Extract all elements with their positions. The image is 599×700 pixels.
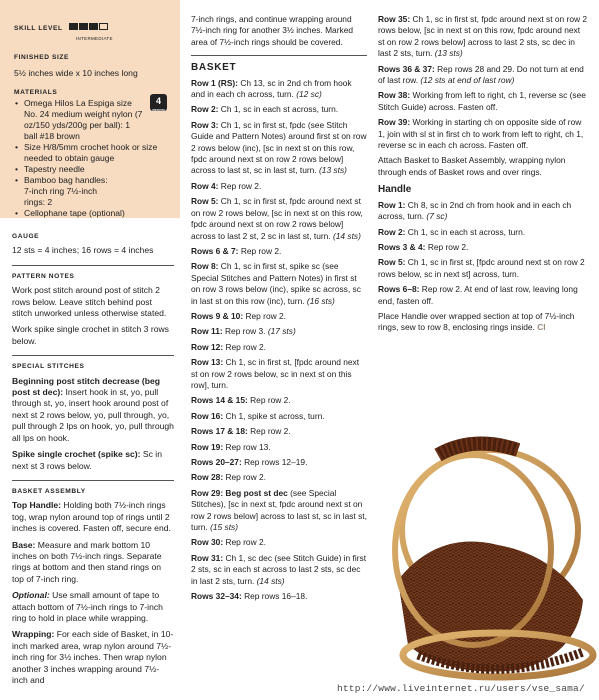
row-text: Ch 1, sc in first st, spike sc (see Special Stitches and Pattern Notes) in first st on row 3 rows below (inc), spike sc across, sc in last st on this row (inc), turn. (191, 261, 361, 306)
row-text: Ch 8, sc in 2nd ch from hook and in each ch across, turn. (378, 199, 572, 222)
row-stitch-count: (14 sts) (256, 575, 285, 586)
row-text: Ch 1, sc dec (see Stitch Guide) in first 2 sts, sc in each st across to last 2 sts, sc dec in last 2 sts, turn. (191, 552, 367, 586)
base-step (12, 540, 174, 586)
row-text: Ch 1, sc in each st across, turn. (407, 226, 526, 237)
pattern-row (191, 426, 367, 437)
row-label: Rows 9 & 10: (191, 310, 244, 321)
row-label: Row 39: (378, 117, 411, 128)
row-text: Ch 13, sc in 2nd ch from hook and in each ch across, turn. (191, 77, 352, 100)
row-text: Ch 1, sc in first st, [fpdc around next st on row 2 rows below, sc in next st on this row], turn. (191, 357, 360, 390)
row-text: Rep row 2. (225, 341, 266, 352)
top-handle-text: Holding both 7½-inch rings tog, wrap nylon around top of rings until 2 inches is covered. Fasten off, secure end. (12, 500, 171, 534)
middle-column (191, 14, 367, 606)
row-label: Row 5: (191, 196, 219, 207)
pattern-row (191, 181, 367, 192)
assembly-heading: BASKET ASSEMBLY (12, 480, 174, 497)
row-stitch-count: (14 sts) (332, 230, 361, 241)
row-text: Ch 1, sc in first st, fpdc around next st on row 2 rows below, [sc in next st on this row, fpdc around next st on row 2 rows below] across to last 2 st, 2 sc in last st, turn. (191, 196, 363, 241)
row-text: Ch 1, sc in first st, fpdc around next st on row 2 rows below, [sc in next st on this row, fpdc around next st on row 2 rows below] across to last 2 sts, sc dec in last 2 sts, turn. (378, 14, 588, 59)
spike-title: Spike single crochet (spike sc): (12, 449, 141, 460)
row-stitch-count: (12 sc) (296, 89, 322, 100)
row-label: Row 1: (378, 199, 406, 210)
pattern-row (191, 261, 367, 307)
gauge-heading: GAUGE (12, 233, 40, 240)
top-handle-title: Top Handle: (12, 500, 62, 511)
bpsd-text: Insert hook in st, yo, pull through st, yo, insert hook around post of next st 2 rows below, yo, pull through, yo, pull through 2 lps on hook, yo, pull through all lps on hook. (12, 387, 174, 443)
watermark-url: http://www.liveinternet.ru/users/vse_sama/ (337, 683, 585, 694)
row-text: Ch 1, sc in first st, [fpdc around next st on row 2 rows below, sc in next st] across, turn. (378, 257, 585, 279)
basket-photo (378, 430, 598, 685)
row-label: Row 2: (378, 226, 406, 237)
row-text: Ch 1, sc in each st across, turn. (220, 104, 339, 115)
pattern-row (378, 200, 588, 223)
material-item: • Tapestry needle (24, 164, 170, 175)
right-column (378, 14, 588, 338)
handle-heading: Handle (378, 184, 412, 196)
row-label: Row 30: (191, 537, 224, 548)
row-label: Row 1 (RS): (191, 77, 238, 88)
row-label: Row 8: (191, 261, 219, 272)
skill-meter-icon (69, 22, 109, 33)
row-text: Rep row 2. (240, 245, 282, 256)
row-stitch-count: (17 sts) (267, 326, 296, 337)
wrapping-continued: 7-inch rings, and continue wrapping around 7½-inch ring for another 3½ inches. Marked area of 7½-inch rings should be covered. (191, 14, 354, 47)
pattern-row (191, 553, 367, 587)
pattern-notes-heading: PATTERN NOTES (12, 265, 174, 282)
row-text: Rep row 2. (225, 472, 266, 483)
row-stitch-count: (7 sc) (426, 211, 448, 222)
pattern-row (191, 472, 367, 483)
skill-level-row (14, 22, 170, 44)
pattern-row (191, 488, 367, 534)
row-text: Rep rows 28 and 29. Do not turn at end of last row. (378, 63, 584, 86)
row-text: Rep row 2. At end of last row, leaving long end, fasten off. (378, 284, 578, 306)
base-text: Measure and mark bottom 10 inches on both 7½-inch rings. Separate rings at bottom and then stand rings on top of 7-inch ring. (12, 539, 162, 584)
material-item: • Omega Hilos La Espiga size No. 24 medium weight nylon (7 oz/150 yds/200g per ball): 1 ball #18 brown (24, 98, 170, 142)
optional-text: Use small amount of tape to attach bottom of 7½-inch rings to 7-inch ring to hold in place while wrapping. (12, 590, 163, 623)
pattern-row (191, 342, 367, 353)
top-handle-step (12, 500, 174, 534)
row-label: Rows 20–27: (191, 457, 242, 467)
left-column (0, 0, 180, 691)
row-text: Rep row 2. (250, 395, 291, 406)
row-label: Row 35: (378, 14, 411, 24)
row-stitch-count: (13 sts) (319, 165, 347, 176)
row-text: Rep row 3. (224, 326, 266, 337)
badge-label: MEDIUM (152, 108, 165, 112)
pattern-row (191, 196, 367, 242)
row-label: Row 3: (191, 119, 219, 130)
materials-panel (0, 0, 180, 218)
row-label: Rows 6 & 7: (191, 245, 239, 256)
row-label: Rows 17 & 18: (191, 426, 248, 437)
skill-level-value: INTERMEDIATE (76, 36, 113, 41)
pattern-note: Work post stitch around post of stitch 2 rows below. Leave stitch behind post stitch unworked unless otherwise stated. (12, 285, 167, 319)
row-stitch-count: (13 sts) (434, 48, 463, 59)
row-stitch-count: (16 sts) (306, 295, 335, 306)
attach-text: Attach Basket to Basket Assembly, wrapping nylon through ends of Basket rows and over rings. (378, 155, 566, 177)
row-label: Rows 14 & 15: (191, 395, 248, 406)
pattern-row (378, 257, 588, 280)
row-label: Rows 32–34: (191, 591, 242, 602)
pattern-row (378, 117, 588, 151)
row-text: Rep row 2. (220, 180, 262, 191)
row-text: Rep rows 12–19. (244, 457, 308, 467)
pattern-row (191, 326, 367, 337)
row-label: Row 5: (378, 257, 406, 268)
pattern-row (378, 90, 588, 113)
row-label: Rows 3 & 4: (378, 241, 426, 252)
skill-level-label: SKILL LEVEL (14, 25, 63, 32)
finished-size-label: FINISHED SIZE (14, 54, 70, 61)
badge-number: 4 (155, 96, 161, 106)
place-text: Place Handle over wrapped section at top of 7½-inch rings, sew to row 8, enclosing rings inside. (378, 310, 575, 333)
row-label: Row 13: (191, 357, 224, 368)
row-label: Row 28: (191, 472, 224, 483)
base-title: Base: (12, 539, 36, 550)
place-handle-text (378, 311, 588, 334)
row-label: Row 4: (191, 180, 219, 191)
row-label: Rows 6–8: (378, 284, 420, 295)
materials-list (14, 98, 170, 219)
material-item: • Cellophane tape (optional) (24, 208, 170, 219)
pattern-row (191, 457, 367, 468)
row-label: Row 38: (378, 90, 411, 101)
row-label: Rows 36 & 37: (378, 63, 435, 74)
finished-size: 5½ inches wide x 10 inches long (14, 68, 138, 78)
pattern-row (191, 591, 367, 602)
basket-heading: BASKET (191, 55, 367, 73)
special-stitches-heading: SPECIAL STITCHES (12, 355, 174, 372)
row-text: Rep row 2. (225, 537, 266, 548)
row-text: Rep row 2. (245, 310, 286, 321)
basket-rows-continued (378, 14, 588, 151)
spike-text: Sc in next st 3 rows below. (12, 449, 162, 471)
row-text: Working in starting ch on opposite side of row 1, join with sl st in first ch to work from left to right, ch 1, reverse sc in each ch across. Fasten off. (378, 117, 584, 151)
wrapping-text: For each side of Basket, in 10-inch marked area, wrap nylon around 7½-inch ring for 3½ inches. Then wrap nylon another 3 inches wrapping around 7½-inch and (12, 629, 174, 685)
pattern-row (378, 242, 588, 253)
pattern-row (191, 78, 367, 101)
pattern-row (191, 537, 367, 548)
pattern-row (191, 246, 367, 257)
row-stitch-count: (15 sts) (210, 522, 239, 533)
bpsd-title: Beginning post stitch decrease (beg post st dec): (12, 375, 161, 398)
pattern-row (191, 104, 367, 115)
row-label: Row 16: (191, 410, 224, 421)
pattern-row (378, 227, 588, 238)
basket-rows (191, 78, 367, 603)
left-column-body (0, 218, 180, 686)
material-item: • Bamboo bag handles: 7-inch ring 7½-inch rings: 2 (24, 175, 170, 208)
row-text: Working from left to right, ch 1, reverse sc (see Stitch Guide) across. Fasten off. (378, 90, 586, 112)
optional-step (12, 590, 174, 624)
row-text: Rep row 2. (427, 241, 469, 252)
row-label: Row 12: (191, 341, 224, 352)
cl-logo: CI (537, 322, 546, 333)
row-text: Ch 1, sc in first st, fpdc (see Stitch Guide and Pattern Notes) around first st on row 2 rows below (inc), [sc in next st on this row, fpdc around next st on row 2 rows below] across to last st, sc in last st, turn. (191, 119, 367, 176)
pattern-row (191, 311, 367, 322)
pattern-row (191, 357, 367, 391)
row-label: Row 2: (191, 104, 219, 115)
row-text: Rep row 2. (250, 426, 291, 437)
pattern-row (191, 395, 367, 406)
pattern-row (191, 120, 367, 177)
pattern-row (378, 284, 588, 307)
crochet-basket-body (398, 542, 583, 672)
material-item: • Size H/8/5mm crochet hook or size needed to obtain gauge (24, 142, 170, 164)
pattern-row (378, 14, 588, 60)
wrapping-step (12, 629, 174, 686)
yarn-weight-badge-icon (150, 94, 167, 111)
wrapping-title: Wrapping: (12, 629, 55, 640)
row-text: Rep row 13. (225, 441, 271, 452)
bpsd-definition (12, 376, 174, 444)
gauge-text: 12 sts = 4 inches; 16 rows = 4 inches (12, 245, 154, 256)
row-text: (see Special Stitches), [sc in next st, fpdc around next st on row 2 rows below] across to last st, sc in last st, turn. (191, 487, 367, 533)
optional-title: Optional: (12, 590, 50, 601)
spike-definition (12, 449, 174, 472)
pattern-note: Work spike single crochet in stitch 3 rows below. (12, 324, 169, 346)
row-label: Row 19: (191, 441, 224, 452)
handle-rows (378, 200, 588, 307)
row-label: Row 11: (191, 326, 223, 337)
materials-label: MATERIALS (14, 89, 58, 96)
pattern-row (191, 442, 367, 453)
row-stitch-count: (12 sts at end of last row) (420, 75, 515, 86)
row-text: Rep rows 16–18. (244, 591, 308, 602)
row-label: Row 31: (191, 552, 224, 563)
pattern-row (378, 64, 588, 87)
pattern-row (191, 411, 367, 422)
row-label: Row 29: Beg post st dec (191, 487, 288, 498)
row-text: Ch 1, spike st across, turn. (225, 410, 325, 421)
